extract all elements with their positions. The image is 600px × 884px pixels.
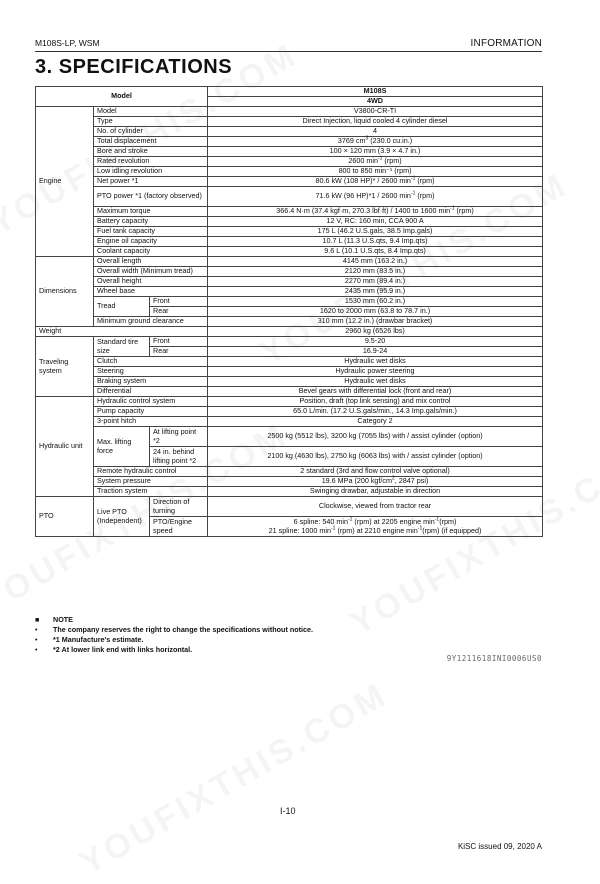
spec-label: Wheel base [94,287,208,297]
spec-sublabel: Front [150,337,208,347]
header-section-name: INFORMATION [470,38,542,49]
table-row [36,377,543,387]
spec-value: 80.6 kW (108 HP)* / 2600 $\min^{-1} (rpm)$ [208,177,543,187]
table-row [36,227,543,237]
model-column-header: Model [36,87,208,107]
group-engine: Engine [36,107,94,257]
spec-sublabel: Front [150,297,208,307]
specifications-table [35,86,543,537]
spec-value: 2270 mm (89.4 in.) [208,277,543,287]
spec-label: Battery capacity [94,217,208,227]
spec-label: Traction system [94,487,208,497]
table-row [36,117,543,127]
spec-value: 800 to 850 min⁻¹ (rpm) [208,167,543,177]
table-row [36,277,543,287]
spec-value: 2 standard (3rd and flow control valve optional) [208,467,543,477]
notes-block [35,615,313,655]
spec-label: PTO power *1 (factory observed) [94,187,208,207]
spec-value: 4 [208,127,543,137]
table-row [36,157,543,167]
spec-label: Total displacement [94,137,208,147]
table-row [36,127,543,137]
spec-sublabel: Direction of turning [150,497,208,517]
spec-value: 1620 to 2000 mm (63.8 to 78.7 in.) [208,307,543,317]
header-manual-name: M108S-LP, WSM [35,38,100,48]
table-row [36,107,543,117]
spec-label: Low idling revolution [94,167,208,177]
table-row [36,497,543,517]
model-header-row [36,87,543,97]
spec-label: Remote hydraulic control [94,467,208,477]
table-row [36,417,543,427]
square-bullet-icon: ■ [35,615,40,624]
spec-label: Clutch [94,357,208,367]
spec-value: V3800-CR-TI [208,107,543,117]
spec-sublabel: Rear [150,347,208,357]
spec-label: Pump capacity [94,407,208,417]
spec-value: 9.6 L (10.1 U.S.qts, 8.4 Imp.qts) [208,247,543,257]
watermark [74,675,396,883]
table-row [36,147,543,157]
table-row [36,187,543,207]
spec-label: Overall height [94,277,208,287]
spec-label: Differential [94,387,208,397]
spec-sublabel: PTO/Engine speed [150,517,208,537]
table-row [36,427,543,447]
bullet-icon: • [35,635,38,644]
spec-label: Overall width (Minimum tread) [94,267,208,277]
spec-value: 2960 kg (6526 lbs) [208,327,543,337]
note-heading: ■ NOTE [35,615,73,624]
table-row [36,317,543,327]
spec-label: Minimum ground clearance [94,317,208,327]
header-divider [35,51,542,52]
spec-label: 3-point hitch [94,417,208,427]
spec-label: Coolant capacity [94,247,208,257]
spec-value: 4145 mm (163.2 in.) [208,257,543,267]
spec-value: Clockwise, viewed from tractor rear [208,497,543,517]
table-row [36,217,543,227]
group-traveling-system: Traveling system [36,337,94,397]
pto-speed-line-2: 21 spline: 1000 $\min^{-1} (rpm)$ at 2210 engine $\min^{-1}(rpm)$ (if equipped) [268,525,482,535]
spec-value: 2500 kg (5512 lbs), 3200 kg (7055 lbs) with / assist cylinder (option) [208,427,543,447]
spec-value: Hydraulic power steering [208,367,543,377]
note-item: • The company reserves the right to change the specifications without notice. [35,625,313,634]
note-item: • *1 Manufacture's estimate. [35,635,144,644]
table-row [36,267,543,277]
table-row [36,247,543,257]
pto-speed-line-1: 6 spline: 540 $\min^{-1} (rpm)$ at 2205 engine $\min^{-1}(rpm)$ [293,516,457,527]
spec-label: Braking system [94,377,208,387]
spec-label: Fuel tank capacity [94,227,208,237]
spec-value: 65.0 L/min. (17.2 U.S.gals/min., 14.3 Imp.gals/min.) [208,407,543,417]
table-row [36,237,543,247]
spec-label: Standard tire size [94,337,150,357]
table-row [36,337,543,347]
model-name: M108S [208,87,543,97]
spec-label: Type [94,117,208,127]
spec-value: 2120 mm (83.5 in.) [208,267,543,277]
spec-value: 366.4 N·m (37.4 kgf·m, 270.3 lbf·ft) / 1400 to 1600 $\min^{-1} (rpm)$ [208,207,543,217]
table-row [36,487,543,497]
table-row [36,397,543,407]
note-item: • *2 At lower link end with links horizontal. [35,645,193,654]
spec-value: Swinging drawbar, adjustable in direction [208,487,543,497]
spec-label: No. of cylinder [94,127,208,137]
spec-label: Tread [94,297,150,317]
page-title: 3. SPECIFICATIONS [35,56,233,78]
spec-value [208,517,543,537]
spec-label: Max. lifting force [94,427,150,467]
table-row [36,467,543,477]
spec-value: 2435 mm (95.9 in.) [208,287,543,297]
spec-value: Hydraulic wet disks [208,357,543,367]
spec-label: Live PTO (Independent) [94,497,150,537]
spec-value: 9.5-20 [208,337,543,347]
spec-value: 3769 $cm^3$ (230.0 cu.in.) [208,137,543,147]
spec-label: Net power *1 [94,177,208,187]
group-weight: Weight [36,327,208,337]
spec-sublabel: Rear [150,307,208,317]
table-row [36,137,543,147]
table-row [36,257,543,267]
table-row [36,387,543,397]
table-row [36,177,543,187]
group-hydraulic-unit: Hydraulic unit [36,397,94,497]
spec-value: 2100 kg (4630 lbs), 2750 kg (6063 lbs) with / assist cylinder (option) [208,447,543,467]
model-drive: 4WD [208,97,543,107]
spec-label: Maximum torque [94,207,208,217]
spec-value: 10.7 L (11.3 U.S.qts, 9.4 Imp.qts) [208,237,543,247]
table-row [36,167,543,177]
spec-label: Hydraulic control system [94,397,208,407]
spec-value: Direct Injection, liquid cooled 4 cylinder diesel [208,117,543,127]
table-row [36,287,543,297]
table-row [36,367,543,377]
spec-label: Bore and stroke [94,147,208,157]
spec-value: 71.6 kW (96 HP)*1 / 2600 $\min^{-1} (rpm)$ [208,187,543,207]
group-pto: PTO [36,497,94,537]
bullet-icon: • [35,645,38,654]
spec-value: Category 2 [208,417,543,427]
table-row [36,477,543,487]
table-row [36,207,543,217]
table-row [36,297,543,307]
spec-value: 2600 $\min^{-1} (rpm)$ [208,157,543,167]
spec-label: Model [94,107,208,117]
table-row [36,327,543,337]
page-number: I-10 [280,806,296,816]
issue-info: KiSC issued 09, 2020 A [457,842,542,851]
group-dimensions: Dimensions [36,257,94,327]
spec-value: Position, draft (top link sensing) and mix control [208,397,543,407]
spec-value: 19.6 MPa (200 kgf/$cm^2$, 2847 psi) [208,477,543,487]
spec-label: Steering [94,367,208,377]
spec-label: Rated revolution [94,157,208,167]
spec-value: 16.9-24 [208,347,543,357]
spec-sublabel: 24 in. behind lifting point *2 [150,447,208,467]
spec-value: 310 mm (12.2 in.) (drawbar bracket) [208,317,543,327]
spec-value: 12 V, RC: 160 min, CCA 900 A [208,217,543,227]
spec-sublabel: At lifting point *2 [150,427,208,447]
spec-label: Engine oil capacity [94,237,208,247]
spec-value: 175 L (46.2 U.S.gals, 38.5 Imp.gals) [208,227,543,237]
spec-label: Overall length [94,257,208,267]
document-id: 9Y1211618INI0006US0 [446,654,542,663]
spec-value: 100 × 120 mm (3.9 × 4.7 in.) [208,147,543,157]
table-row [36,407,543,417]
table-row [36,357,543,367]
spec-label: System pressure [94,477,208,487]
spec-value: Bevel gears with differential lock (front and rear) [208,387,543,397]
bullet-icon: • [35,625,38,634]
spec-value: 1530 mm (60.2 in.) [208,297,543,307]
spec-value: Hydraulic wet disks [208,377,543,387]
